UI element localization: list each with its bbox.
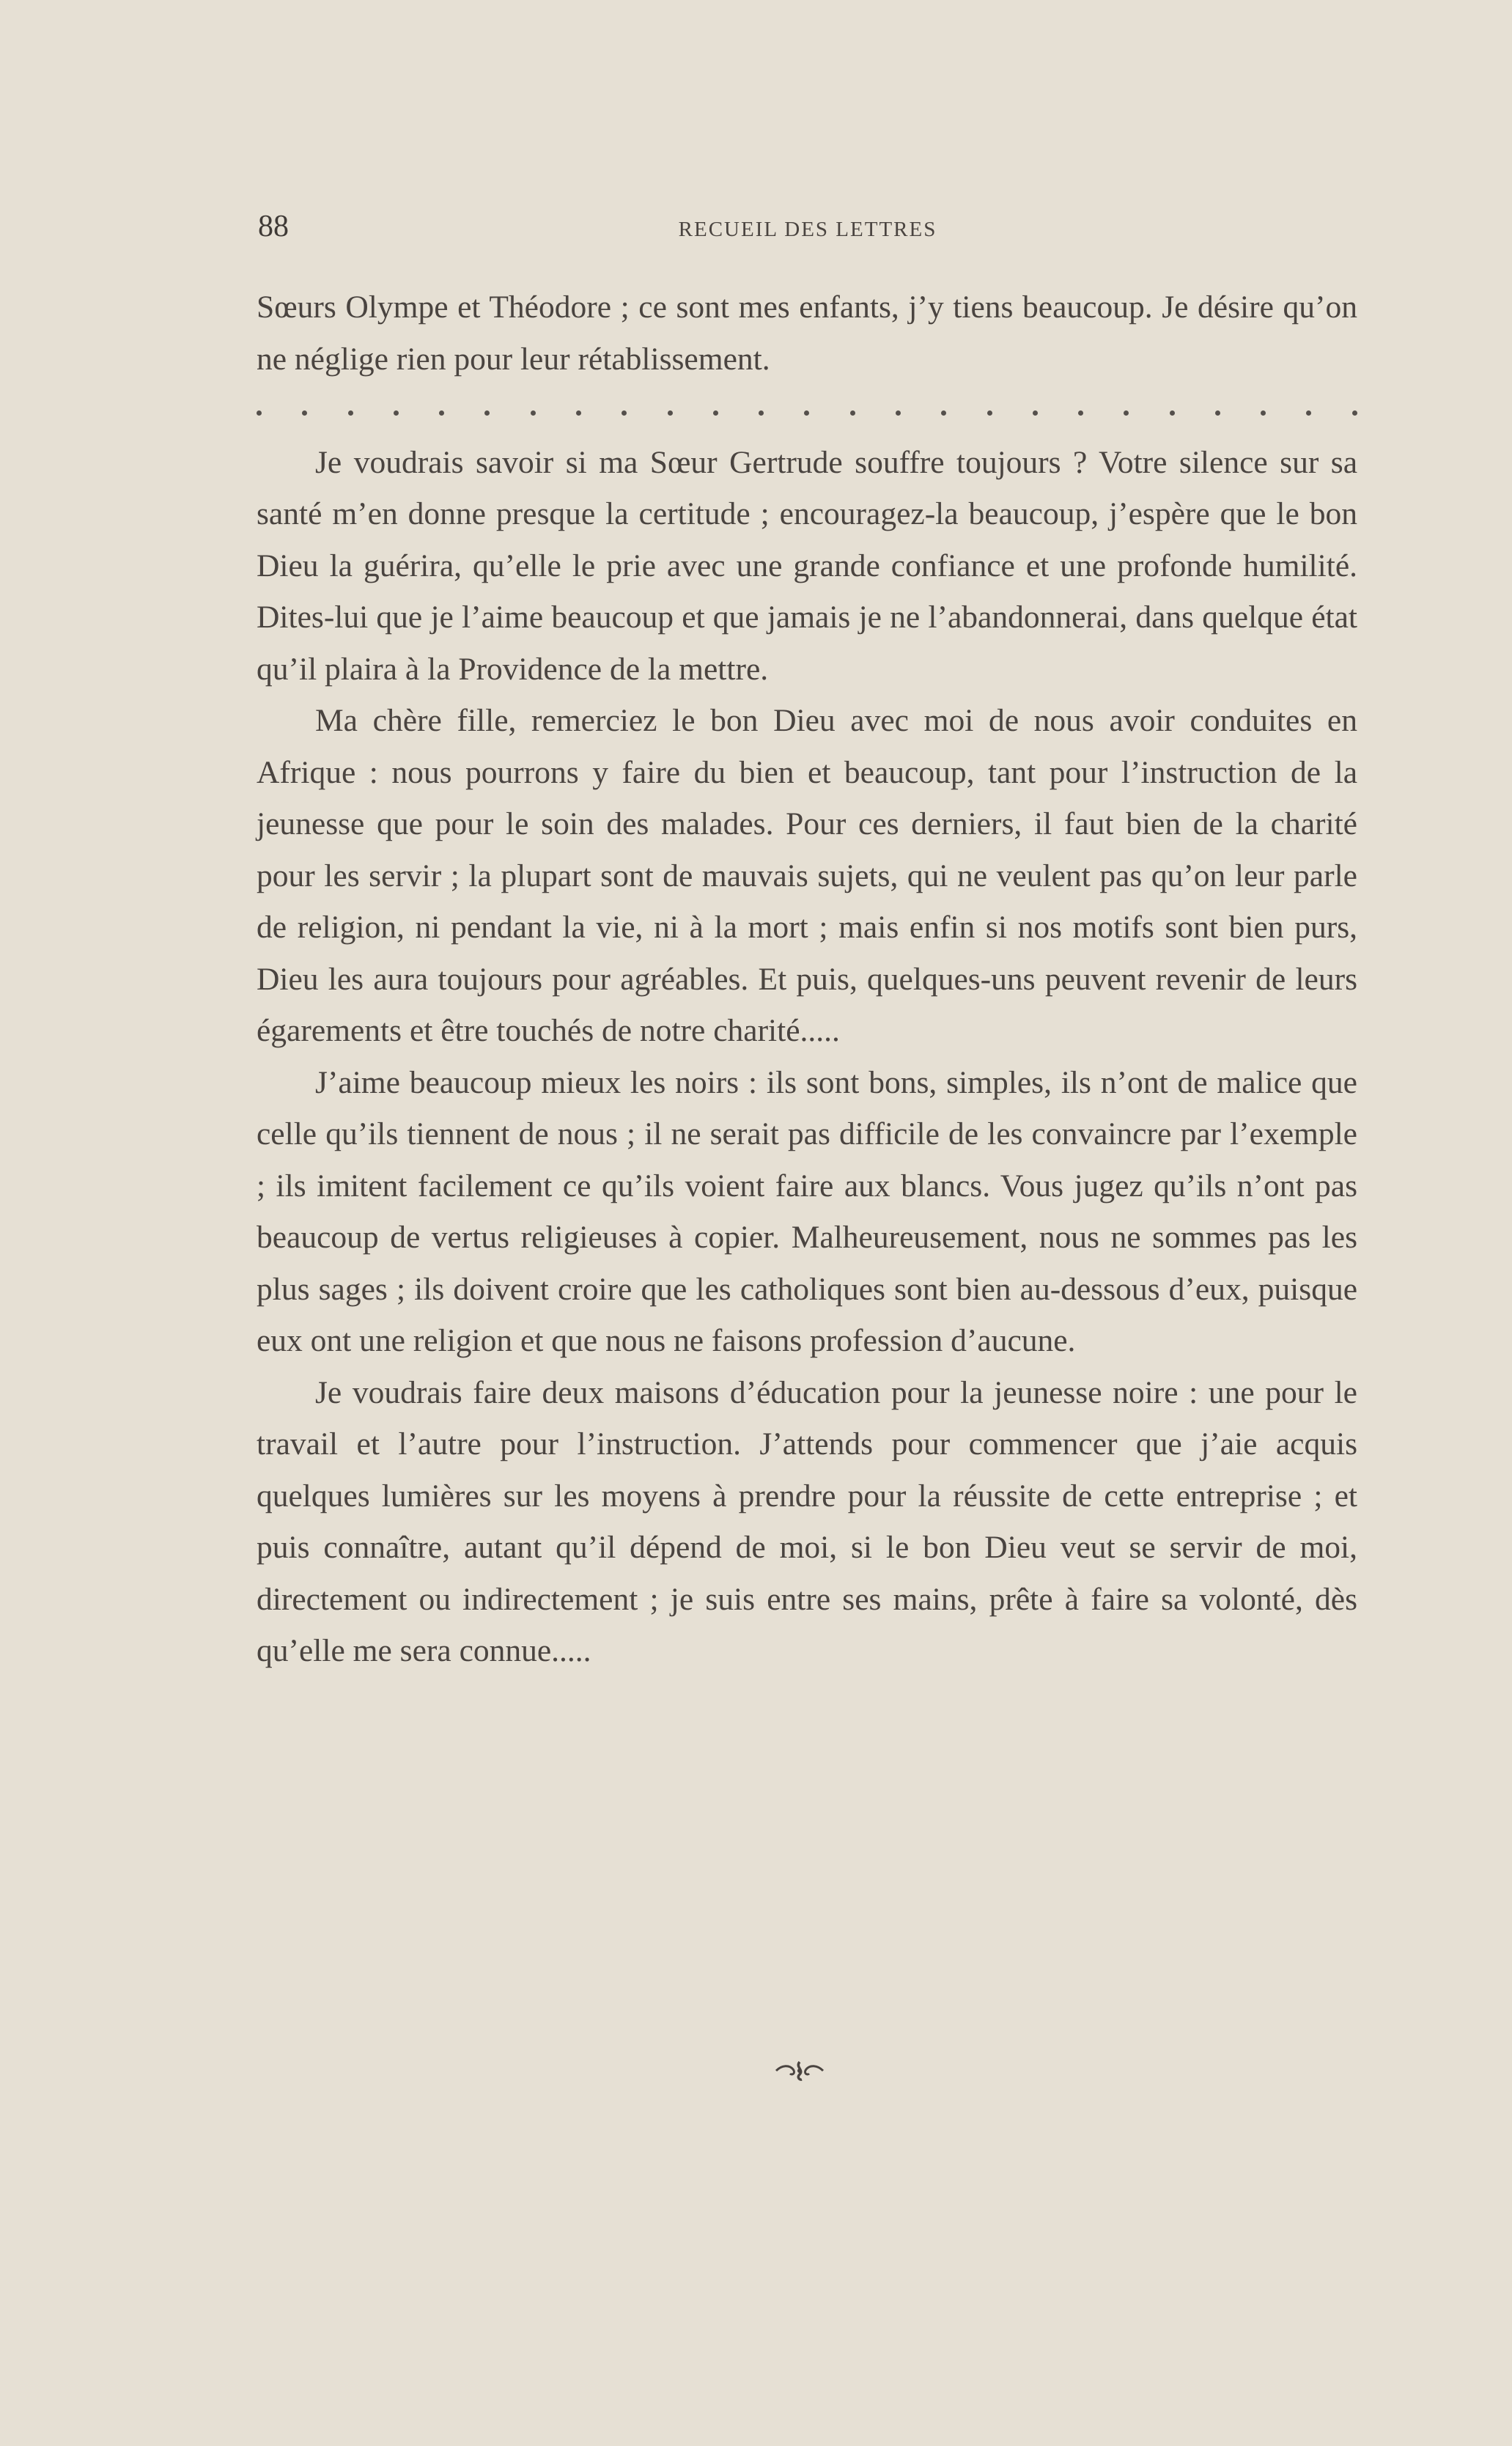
paragraph-5: Je voudrais faire deux maisons d’éducation pour la jeunesse noire : une pour le travail et l’autre pour l’instruction. J’attends pour commencer que j’aie acquis quelques lumières sur les moyens à prendre pour la réussite de cette entreprise ; et puis connaître, autant qu’il dépend de moi, si le bon Dieu veut se servir de moi, directement ou indirectement ; je suis entre ses mains, prête à faire sa volonté, dès qu’elle me sera connue..... (257, 1374, 1357, 1668)
paragraph-3: Ma chère fille, remerciez le bon Dieu avec moi de nous avoir conduites en Afrique : nous pourrons y faire du bien et beaucoup, tant pour l’instruction de la jeunesse que pour le soin des malades. Pour ces derniers, il faut bien de la charité pour les servir ; la plupart sont de mauvais sujets, qui ne veulent pas qu’on leur parle de religion, ni pendant la vie, ni à la mort ; mais enfin si nos motifs sont bien purs, Dieu les aura toujours pour agréables. Et puis, quelques-uns peuvent revenir de leurs égarements et être touchés de notre charité..... (257, 703, 1357, 1048)
paragraph-2: Je voudrais savoir si ma Sœur Gertrude souffre toujours ? Votre silence sur sa santé m’en donne presque la certitude ; encouragez-la beaucoup, j’espère que le bon Dieu la guérira, qu’elle le prie avec une grande confiance et une profonde humilité. Dites-lui que je l’aime beaucoup et que jamais je ne l’abandonnerai, dans quelque état qu’il plaira à la Providence de la mettre. (257, 444, 1357, 687)
ellipsis-separator (257, 385, 1357, 437)
running-title: RECUEIL DES LETTRES (678, 218, 937, 241)
paragraph-4: J’aime beaucoup mieux les noirs : ils sont bons, simples, ils n’ont de malice que celle qu’ils tiennent de nous ; il ne serait pas difficile de les convaincre par l’exemple ; ils imitent facilement ce qu’ils voient faire aux blancs. Vous jugez qu’ils n’ont pas beaucoup de vertus religieuses à copier. Malheureusement, nous ne sommes pas les plus sages ; ils doivent croire que les catholiques sont bien au-dessous d’eux, puisque eux ont une religion et que nous ne faisons profession d’aucune. (257, 1064, 1357, 1358)
fleuron-ornament-icon (773, 2060, 826, 2082)
paragraph-1: Sœurs Olympe et Théodore ; ce sont mes enfants, j’y tiens beaucoup. Je désire qu’on ne néglige rien pour leur rétablissement. (257, 290, 1357, 377)
page-header (258, 209, 1357, 253)
page-number: 88 (258, 210, 289, 243)
letter-body (257, 281, 1357, 1677)
